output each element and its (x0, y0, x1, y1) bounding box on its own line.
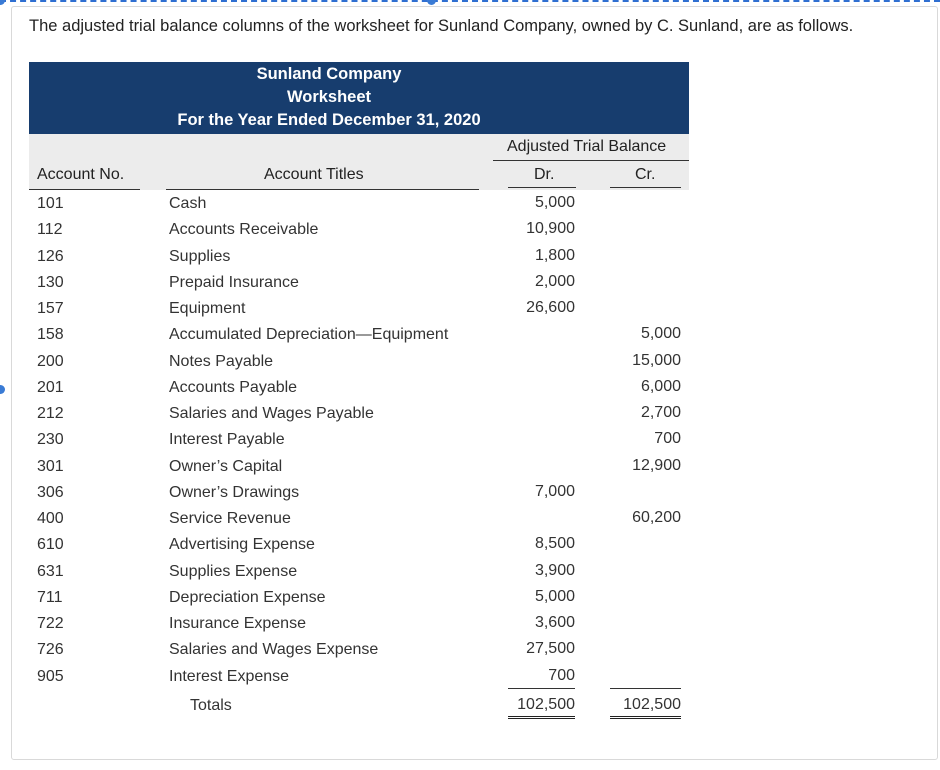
credit-total-rule (610, 688, 681, 689)
credit-amount: 60,200 (632, 509, 681, 526)
account-title: Advertising Expense (169, 536, 315, 553)
credit-amount: 5,000 (640, 325, 681, 342)
account-number: 212 (37, 405, 64, 422)
account-title: Cash (169, 195, 207, 212)
account-number: 631 (37, 563, 64, 580)
debit-amount: 10,900 (526, 220, 575, 237)
credit-rule (610, 187, 681, 188)
debit-amount: 700 (548, 667, 575, 684)
debit-total-rule (508, 688, 575, 689)
account-title: Accounts Payable (169, 379, 298, 396)
account-title: Interest Expense (169, 668, 290, 685)
account-number: 610 (37, 536, 64, 553)
credit-double-rule (610, 716, 681, 719)
top-dashed-border (0, 0, 940, 2)
account-number: 722 (37, 615, 64, 632)
account-number: 711 (37, 589, 63, 606)
account-number: 158 (37, 326, 64, 343)
account-title: Supplies Expense (169, 563, 298, 580)
debit-rule (508, 187, 576, 188)
document-title: Worksheet (286, 88, 372, 106)
adjusted-trial-balance-heading: Adjusted Trial Balance (507, 138, 667, 155)
account-title: Owner’s Drawings (169, 484, 300, 501)
account-title: Accumulated Depreciation—Equipment (169, 326, 449, 343)
account-number: 301 (37, 458, 64, 475)
debit-amount: 27,500 (526, 640, 575, 657)
account-number: 130 (37, 274, 64, 291)
corner-marker-center (427, 0, 436, 5)
credit-amount: 2,700 (640, 404, 681, 421)
corner-marker-left (0, 0, 5, 5)
credit-amount: 6,000 (640, 378, 681, 395)
account-number: 101 (37, 195, 64, 212)
account-titles-rule (166, 189, 479, 190)
debit-amount: 1,800 (534, 247, 575, 264)
account-number: 112 (37, 221, 63, 238)
account-title: Owner’s Capital (169, 458, 283, 475)
debit-heading: Dr. (534, 166, 555, 183)
debit-total: 102,500 (517, 696, 575, 713)
worksheet-header (29, 62, 689, 134)
account-number: 157 (37, 300, 64, 317)
account-title: Depreciation Expense (169, 589, 326, 606)
account-number: 400 (37, 510, 64, 527)
debit-amount: 3,900 (534, 562, 575, 579)
account-titles-heading: Account Titles (264, 166, 364, 183)
debit-amount: 26,600 (526, 299, 575, 316)
period-line: For the Year Ended December 31, 2020 (177, 111, 481, 129)
account-number: 201 (37, 379, 64, 396)
credit-amount: 15,000 (632, 352, 681, 369)
account-no-rule (29, 189, 140, 190)
account-title: Accounts Receivable (169, 221, 319, 238)
account-title: Equipment (169, 300, 246, 317)
account-title: Insurance Expense (169, 615, 306, 632)
account-no-heading: Account No. (37, 166, 125, 183)
intro-text: The adjusted trial balance columns of the worksheet for Sunland Company, owned by C. Sunland, are as follows. (29, 17, 854, 35)
account-title: Salaries and Wages Expense (169, 641, 379, 658)
account-title: Prepaid Insurance (169, 274, 299, 291)
account-title: Salaries and Wages Payable (169, 405, 374, 422)
debit-amount: 2,000 (534, 273, 575, 290)
account-number: 306 (37, 484, 64, 501)
debit-amount: 8,500 (534, 535, 575, 552)
account-title: Notes Payable (169, 353, 274, 370)
credit-heading: Cr. (635, 166, 656, 183)
debit-amount: 5,000 (534, 194, 575, 211)
side-marker (0, 385, 5, 394)
debit-amount: 7,000 (534, 483, 575, 500)
credit-amount: 12,900 (632, 457, 681, 474)
credit-total: 102,500 (623, 696, 681, 713)
totals-label: Totals (190, 697, 232, 714)
account-number: 726 (37, 641, 64, 658)
account-title: Service Revenue (169, 510, 291, 527)
account-title: Supplies (169, 248, 231, 265)
account-number: 126 (37, 248, 64, 265)
debit-amount: 5,000 (534, 588, 575, 605)
account-number: 200 (37, 353, 64, 370)
credit-amount: 700 (654, 430, 681, 447)
debit-amount: 3,600 (534, 614, 575, 631)
account-title: Interest Payable (169, 431, 285, 448)
group-heading-rule (493, 160, 689, 161)
account-number: 905 (37, 668, 64, 685)
account-number: 230 (37, 431, 64, 448)
debit-double-rule (508, 716, 575, 719)
company-name: Sunland Company (256, 65, 402, 83)
